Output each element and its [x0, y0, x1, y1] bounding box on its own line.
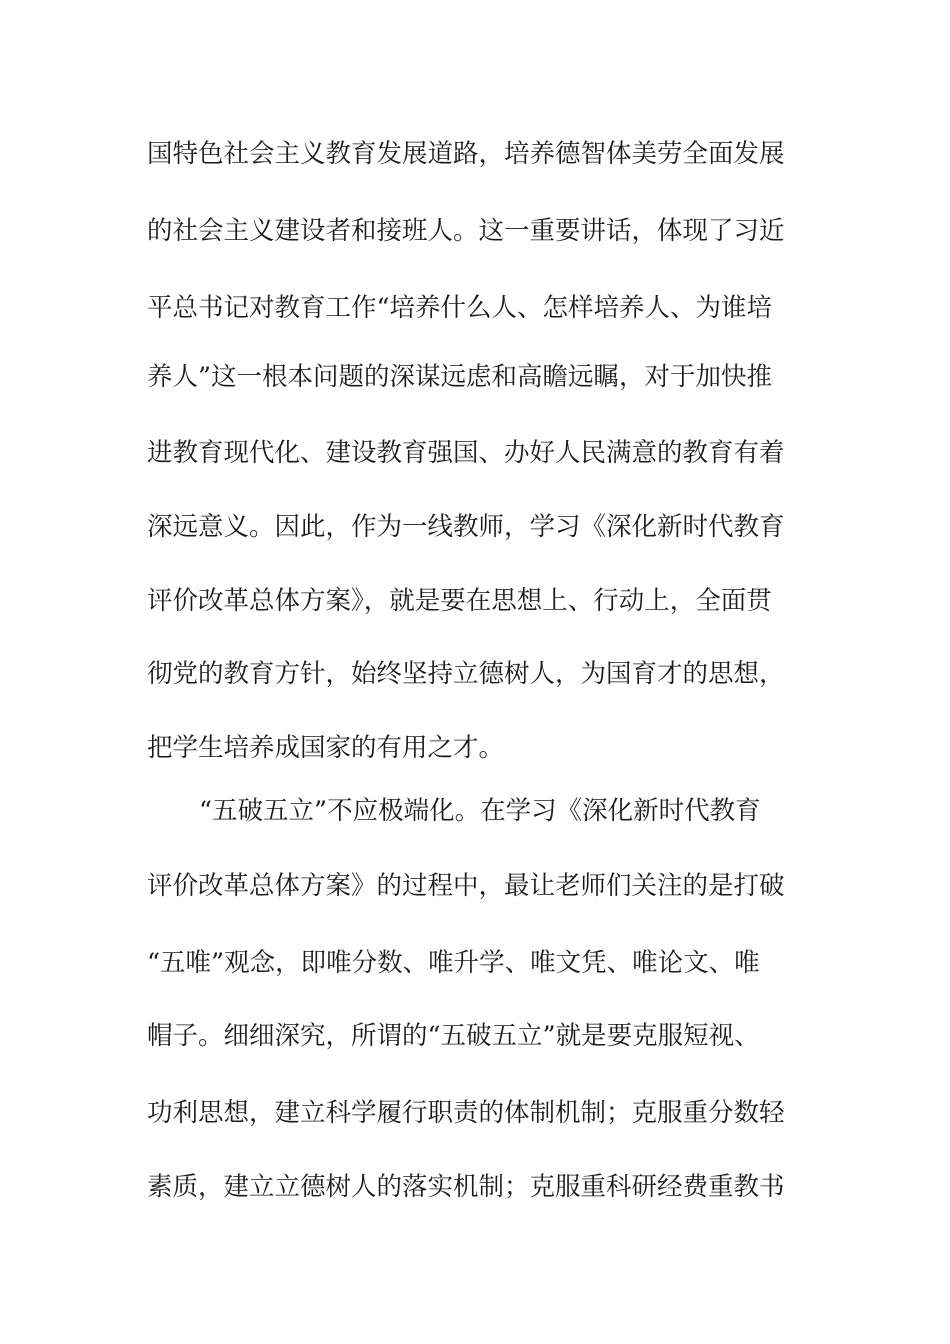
text-line: 素质，建立立德树人的落实机制；克服重科研经费重教书 — [147, 1172, 785, 1202]
text-line: 评价改革总体方案》，就是要在思想上、行动上，全面贯 — [147, 586, 772, 616]
text-line: 进教育现代化、建设教育强国、办好人民满意的教育有着 — [147, 438, 785, 468]
text-line: 深远意义。因此，作为一线教师，学习《深化新时代教育 — [147, 512, 785, 542]
text-line: 帽子。细细深究，所谓的“五破五立”就是要克服短视、 — [147, 1021, 760, 1051]
text-line: 国特色社会主义教育发展道路，培养德智体美劳全面发展 — [147, 139, 785, 169]
text-line: 的社会主义建设者和接班人。这一重要讲话，体现了习近 — [147, 216, 785, 246]
text-line: 平总书记对教育工作“培养什么人、怎样培养人、为谁培 — [147, 293, 773, 323]
text-line: 评价改革总体方案》的过程中，最让老师们关注的是打破 — [147, 871, 785, 901]
paragraph-first-line: “五破五立”不应极端化。在学习《深化新时代教育 — [199, 796, 761, 826]
text-line: 功利思想，建立科学履行职责的体制机制；克服重分数轻 — [147, 1098, 785, 1128]
text-line: 把学生培养成国家的有用之才。 — [147, 733, 505, 763]
text-line: 彻党的教育方针，始终坚持立德树人，为国育才的思想， — [147, 659, 785, 689]
text-line: “五唯”观念，即唯分数、唯升学、唯文凭、唯论文、唯 — [147, 948, 760, 978]
text-line: 养人”这一根本问题的深谋远虑和高瞻远瞩，对于加快推 — [147, 362, 773, 392]
